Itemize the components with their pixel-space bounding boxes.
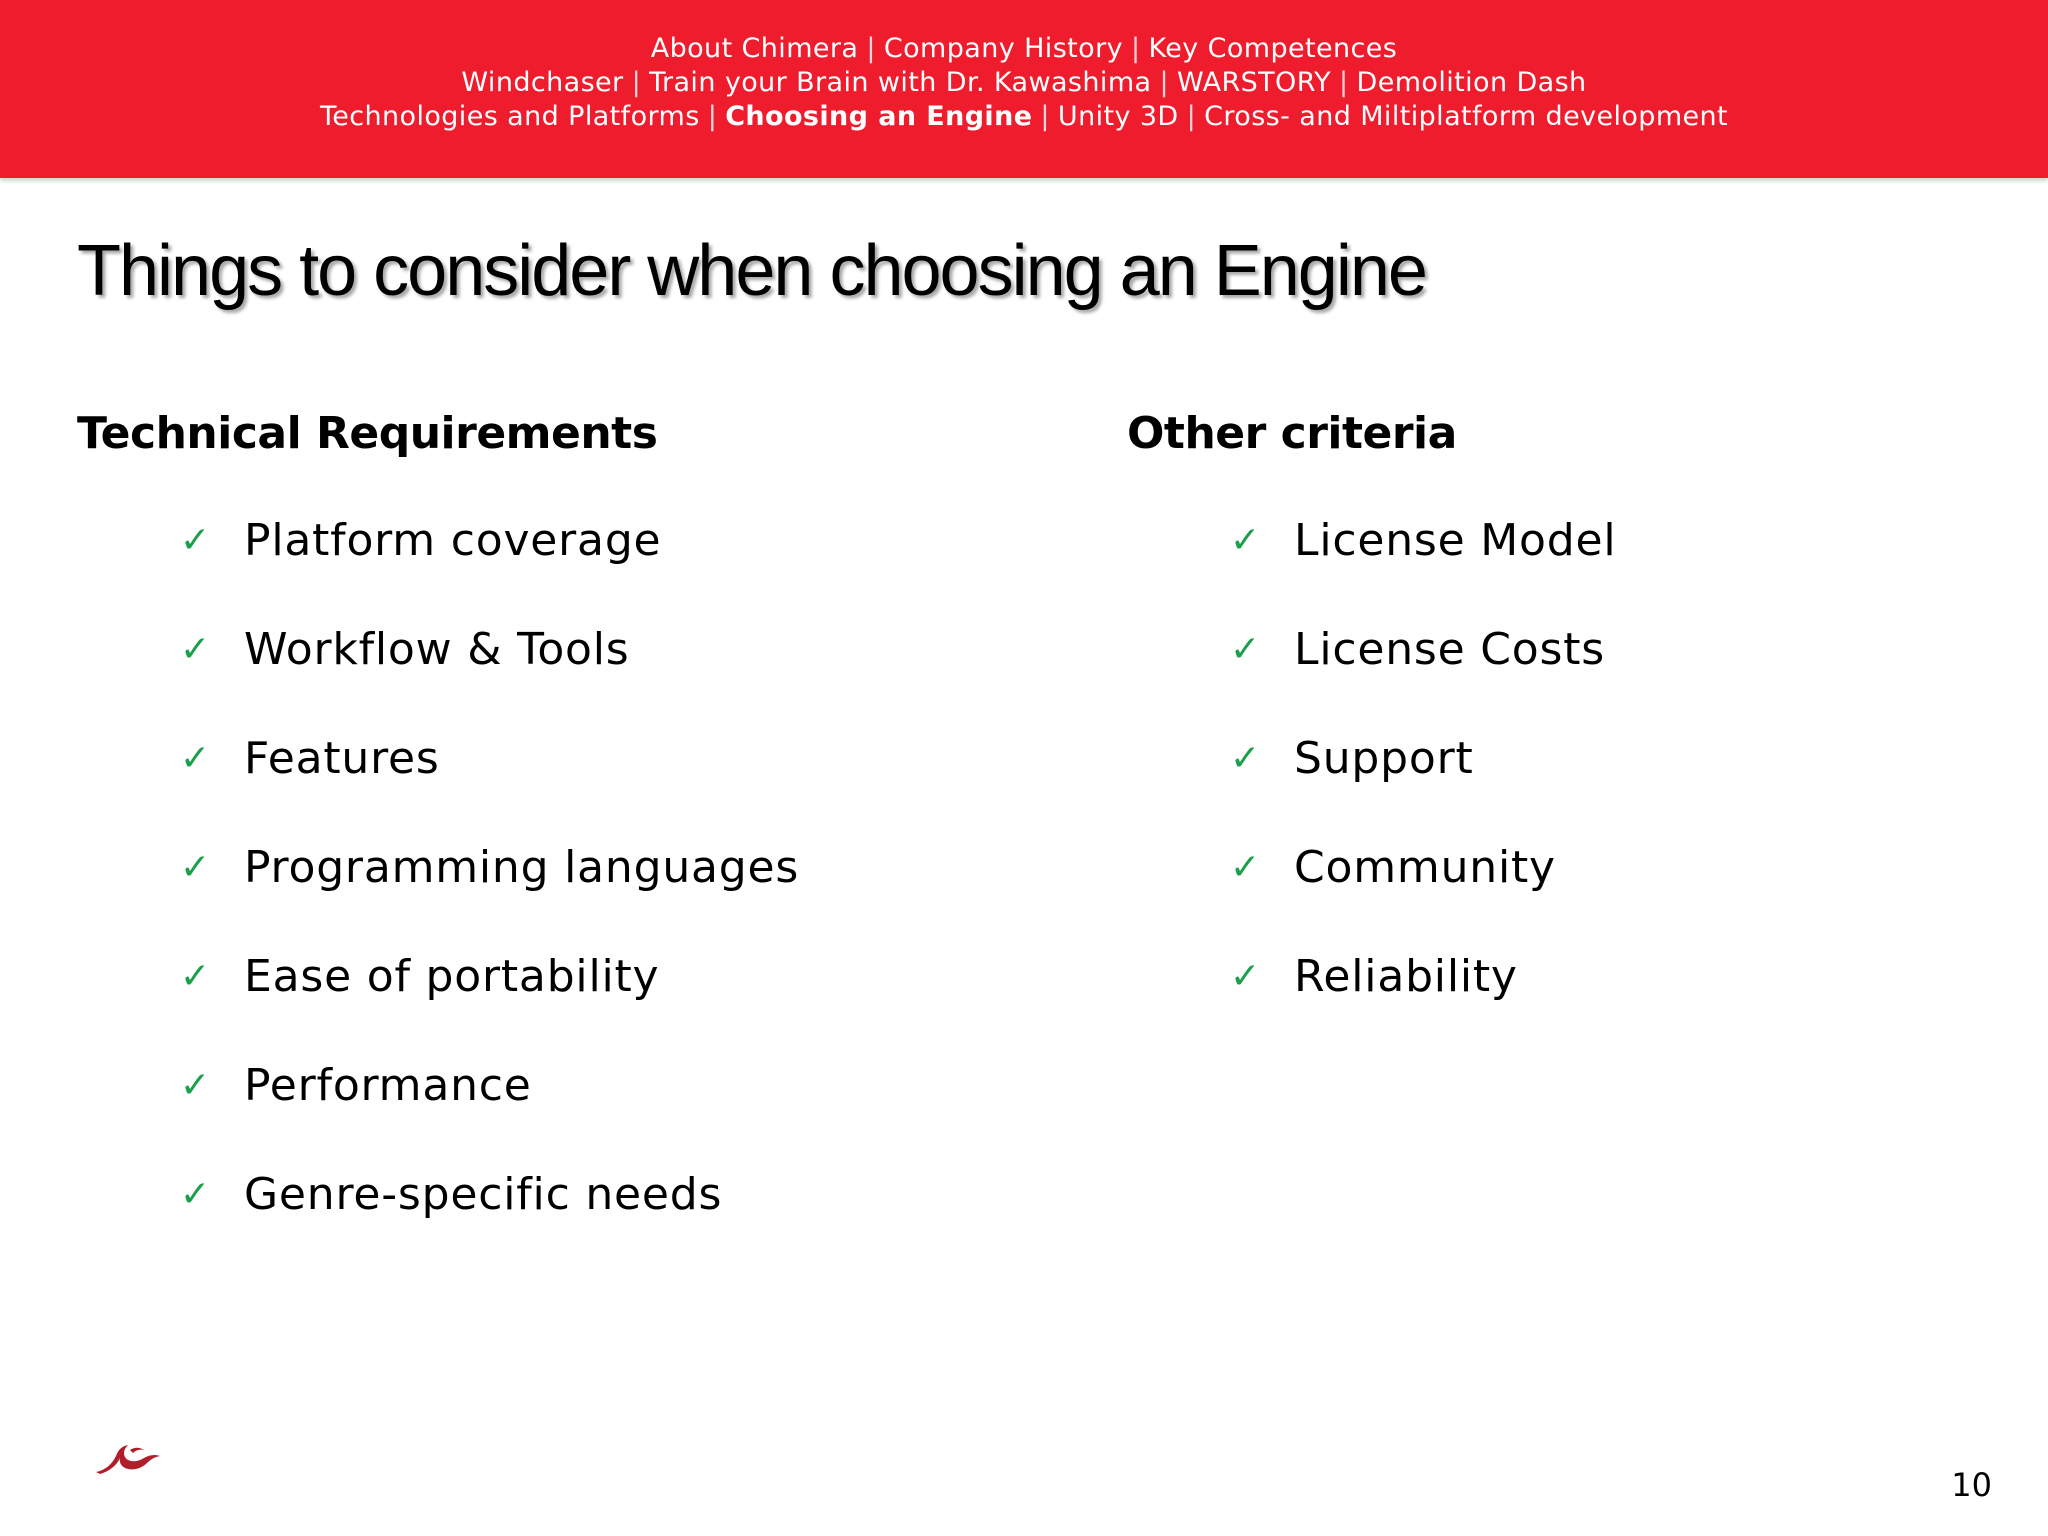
slide-title: Things to consider when choosing an Engine: [77, 231, 1426, 311]
nav-link-company-history[interactable]: Company History: [883, 33, 1123, 64]
header-bar: [0, 0, 2048, 178]
list-item-text: Genre-specific needs: [244, 1169, 723, 1220]
list-item: [180, 840, 799, 949]
check-icon: ✓: [180, 738, 211, 779]
check-icon: ✓: [180, 847, 211, 888]
technical-requirements-heading: Technical Requirements: [77, 408, 658, 459]
nav-link-technologies-platforms[interactable]: Technologies and Platforms: [319, 101, 700, 132]
list-item: [180, 513, 799, 622]
nav-separator: |: [1159, 67, 1169, 98]
nav-line-1: [0, 33, 2048, 64]
nav-link-demolition-dash[interactable]: Demolition Dash: [1356, 67, 1587, 98]
nav-separator: |: [1130, 33, 1141, 64]
list-item-text: Community: [1294, 842, 1556, 893]
nav-link-train-your-brain[interactable]: Train your Brain with Dr. Kawashima: [649, 67, 1152, 98]
nav-line-2: [0, 67, 2048, 98]
list-item-text: Support: [1294, 733, 1474, 784]
nav-link-about-chimera[interactable]: About Chimera: [650, 33, 859, 64]
nav-link-windchaser[interactable]: Windchaser: [461, 67, 624, 98]
list-item-text: Platform coverage: [244, 515, 662, 566]
list-item-text: Reliability: [1294, 951, 1518, 1002]
list-item-text: License Costs: [1294, 624, 1606, 675]
check-icon: ✓: [180, 956, 211, 997]
list-item-text: License Model: [1294, 515, 1617, 566]
list-item: [1230, 731, 1616, 840]
nav-link-warstory[interactable]: WARSTORY: [1176, 67, 1332, 98]
list-item: [1230, 840, 1616, 949]
list-item: [180, 731, 799, 840]
nav-separator: |: [866, 33, 876, 64]
chimera-logo-icon: [92, 1438, 164, 1478]
check-icon: ✓: [1230, 956, 1261, 997]
nav-separator: |: [631, 67, 642, 98]
list-item-text: Ease of portability: [244, 951, 660, 1002]
list-item-text: Performance: [244, 1060, 532, 1111]
other-criteria-list: [1230, 513, 1616, 1058]
list-item: [1230, 513, 1616, 622]
list-item-text: Workflow & Tools: [244, 624, 630, 675]
nav-link-unity-3d[interactable]: Unity 3D: [1057, 101, 1179, 132]
nav-link-choosing-engine[interactable]: Choosing an Engine: [725, 101, 1033, 132]
other-criteria-heading: Other criteria: [1127, 408, 1457, 459]
page-number: 10: [1951, 1466, 1992, 1504]
check-icon: ✓: [1230, 847, 1261, 888]
list-item-text: Features: [244, 733, 440, 784]
check-icon: ✓: [180, 1174, 211, 1215]
list-item: [1230, 949, 1616, 1058]
list-item: [1230, 622, 1616, 731]
nav-separator: |: [1186, 101, 1197, 132]
check-icon: ✓: [1230, 520, 1261, 561]
nav-line-3: [0, 101, 2048, 132]
nav-separator: |: [707, 101, 718, 132]
list-item: [180, 949, 799, 1058]
check-icon: ✓: [180, 520, 211, 561]
list-item: [180, 1058, 799, 1167]
check-icon: ✓: [180, 1065, 211, 1106]
nav-link-cross-multiplatform[interactable]: Cross- and Miltiplatform development: [1204, 101, 1729, 132]
nav-separator: |: [1040, 101, 1050, 132]
check-icon: ✓: [1230, 738, 1261, 779]
check-icon: ✓: [1230, 629, 1261, 670]
list-item: [180, 622, 799, 731]
nav-separator: |: [1339, 67, 1349, 98]
list-item-text: Programming languages: [244, 842, 800, 893]
check-icon: ✓: [180, 629, 211, 670]
nav-link-key-competences[interactable]: Key Competences: [1148, 33, 1398, 64]
list-item: [180, 1167, 799, 1276]
technical-requirements-list: [180, 513, 799, 1276]
